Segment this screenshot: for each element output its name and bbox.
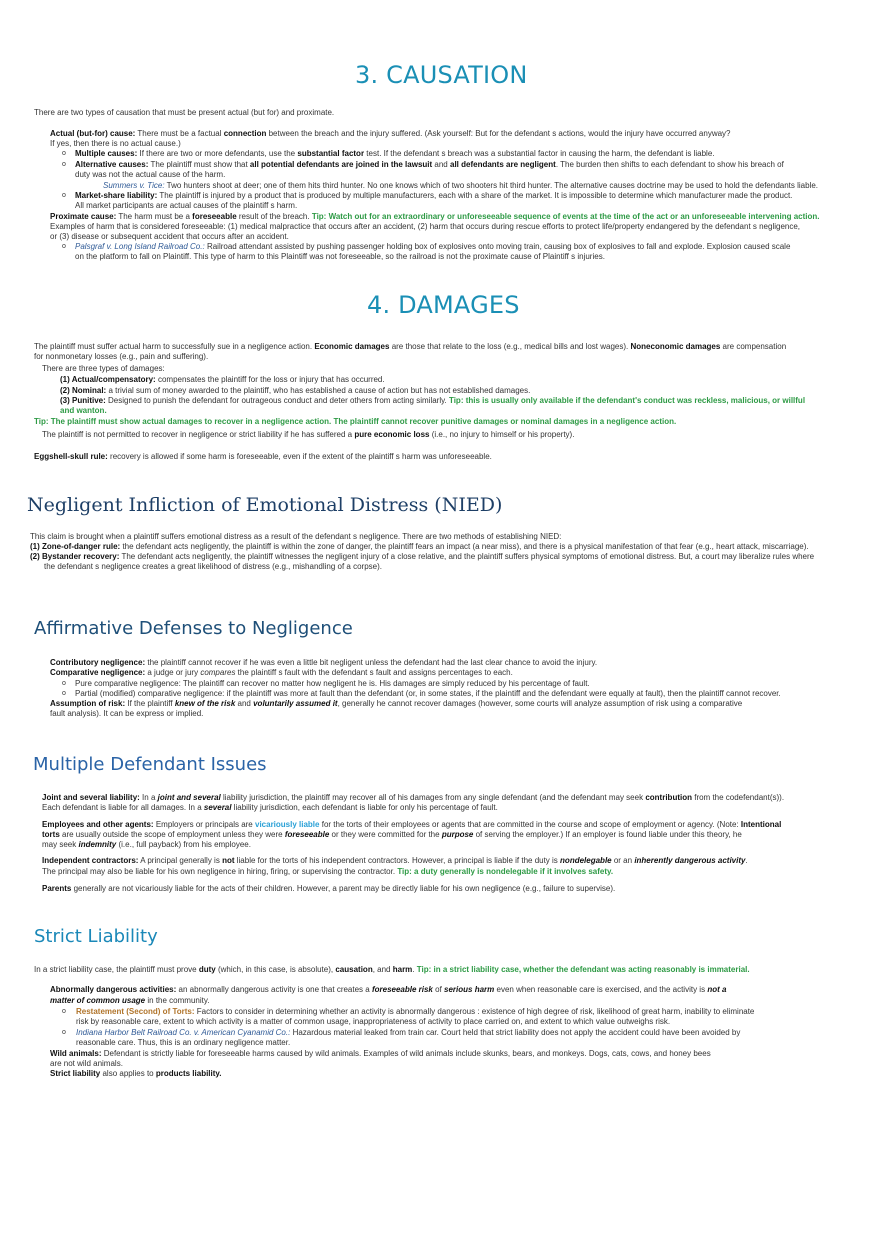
bullet-icon: o (62, 690, 66, 697)
alternative-causes: Alternative causes: The plaintiff must show that all potential defendants are joined in the lawsuit and all defendants are negligent. The burden then shifts to each defendant to show his breach of (75, 160, 784, 169)
nied-intro: This claim is brought when a plaintiff suffers emotional distress as a result of the defendant s negligence. There are two methods of establishing NIED: (30, 532, 562, 541)
pure-economic-loss: The plaintiff is not permitted to recover in negligence or strict liability if he has suffered a pure economic loss (i.e., no injury to himself or his property). (42, 430, 575, 439)
eggshell-rule: Eggshell-skull rule: recovery is allowed if some harm is foreseeable, even if the extent of the plaintiff s harm was unforeseeable. (34, 452, 492, 461)
bullet-icon: o (62, 1029, 66, 1036)
proximate-line3: or (3) disease or subsequent accident that occurs after an accident. (50, 232, 289, 241)
multiple-causes: Multiple causes: If there are two or more defendants, use the substantial factor test. If the defendant s breach was a substantial factor in causing the harm, the defendant is liable. (75, 149, 715, 158)
wild-animals: Wild animals: Defendant is strictly liable for foreseeable harms caused by wild animals. Examples of wild animals include skunks, bears, and monkeys. Dogs, cats, cows, and honey bees (50, 1049, 711, 1058)
employees-agents-line2: torts are usually outside the scope of employment unless they were foreseeable or they were committed for the purpose of serving the employer.) If an employer is found liable under this theory, he (42, 830, 742, 839)
market-share-line2: All market participants are actual causes of the plaintiff s harm. (75, 201, 298, 210)
damages-three-types: There are three types of damages: (42, 364, 165, 373)
strict-liability-heading: Strict Liability (34, 926, 158, 947)
bullet-icon: o (62, 243, 66, 250)
palsgraf-case: Palsgraf v. Long Island Railroad Co.: Railroad attendant assisted by pushing passenger holding box of explosives onto moving train, causing box of explosives to fall and explode. Explosion caused scale (75, 242, 791, 251)
assumption-of-risk-line2: fault analysis). It can be express or implied. (50, 709, 204, 718)
summers-case: Summers v. Tice: Two hunters shoot at deer; one of them hits third hunter. No one knows which of two shooters hit third hunter. The alternative causes doctrine may be used to hold the defendants liable. (103, 181, 819, 190)
parents: Parents generally are not vicariously liable for the acts of their children. However, a parent may be directly liable for his own negligence (e.g., failure to supervise). (42, 884, 616, 893)
nied-zone: (1) Zone-of-danger rule: the defendant acts negligently, the plaintiff is within the zone of danger, the plaintiff fears an impact (a near miss), and there is a physical manifestation of that fear (e.g., heart attack, miscarriage). (30, 542, 809, 551)
abnormally-dangerous: Abnormally dangerous activities: an abnormally dangerous activity is one that creates a foreseeable risk of serious harm even when reasonable care is exercised, and the activity is not a (50, 985, 727, 994)
joint-several-line2: Each defendant is liable for all damages. In a several liability jurisdiction, each defendant is liable for only his percentage of fault. (42, 803, 498, 812)
wild-animals-line2: are not wild animals. (50, 1059, 123, 1068)
damages-type-3: (3) Punitive: Designed to punish the defendant for outrageous conduct and deter others from acting similarly. Tip: this is usually only available if the defendant's conduct was reckless, malicious, or willful (60, 396, 806, 405)
proximate-cause: Proximate cause: The harm must be a foreseeable result of the breach. Tip: Watch out for an extraordinary or unforeseeable sequence of events at the time of the act or an unforeseeable intervening action. (50, 212, 820, 221)
damages-type-2: (2) Nominal: a trivial sum of money awarded to the plaintiff, who has established a cause of action but has not established damages. (60, 386, 531, 395)
abnormally-dangerous-line2: matter of common usage in the community. (50, 996, 210, 1005)
damages-type-1: (1) Actual/compensatory: compensates the plaintiff for the loss or injury that has occurred. (60, 375, 385, 384)
restatement-line2: risk by reasonable care, extent to which activity is a matter of common usage, inappropriateness of activity to place carried on, and extent to which value outweighs risk. (76, 1017, 671, 1026)
damages-type-3-line2: and wanton. (60, 406, 107, 415)
bullet-icon: o (62, 1008, 66, 1015)
partial-comparative: Partial (modified) comparative negligence: if the plaintiff was more at fault than the defendant (or, in some states, if the plaintiff and the defendant were equally at fault), then the plaintiff cannot recover. (75, 689, 781, 698)
strict-intro: In a strict liability case, the plaintiff must prove duty (which, in this case, is absolute), causation, and harm. Tip: in a strict liability case, whether the defendant was acting reasonably is immaterial. (34, 965, 750, 974)
nied-heading: Negligent Infliction of Emotional Distress (NIED) (27, 494, 503, 516)
causation-heading: 3. CAUSATION (355, 61, 528, 89)
independent-contractors: Independent contractors: A principal generally is not liable for the torts of his independent contractors. However, a principal is liable if the duty is nondelegable or an inherently dangerous activity. (42, 856, 748, 865)
actual-cause-line2: If yes, then there is no actual cause.) (50, 139, 181, 148)
indiana-harbor-line2: reasonable care. Thus, this is an ordinary negligence matter. (76, 1038, 291, 1047)
bullet-icon: o (62, 192, 66, 199)
assumption-of-risk: Assumption of risk: If the plaintiff knew of the risk and voluntarily assumed it, generally he cannot recover damages (however, some courts will analyze assumption of risk using a comparative (50, 699, 743, 708)
bullet-icon: o (62, 161, 66, 168)
causation-intro: There are two types of causation that must be present actual (but for) and proximate. (34, 108, 335, 117)
restatement: Restatement (Second) of Torts: Factors to consider in determining whether an activity is abnormally dangerous : existence of high degree of risk, likelihood of great harm, inability to eliminate (76, 1007, 755, 1016)
contributory-negligence: Contributory negligence: the plaintiff cannot recover if he was even a little bit negligent unless the defendant had the last clear chance to avoid the injury. (50, 658, 598, 667)
nied-bystander-line2: the defendant s negligence creates a great likelihood of distress (e.g., mishandling of a corpse). (44, 562, 382, 571)
bullet-icon: o (62, 150, 66, 157)
palsgraf-line2: on the platform to fall on Plaintiff. This type of harm to this Plaintiff was not foreseeable, so the railroad is not the proximate cause of Plaintiff s injuries. (75, 252, 605, 261)
joint-several: Joint and several liability: In a joint and several liability jurisdiction, the plaintiff may recover all of his damages from any single defendant (and the defendant may seek contribution from the codefendant(s)). (42, 793, 785, 802)
nied-bystander: (2) Bystander recovery: The defendant acts negligently, the plaintiff witnesses the negligent injury of a close relative, and the plaintiff suffers physical symptoms of emotional distress. But, a court may liberalize rules where (30, 552, 815, 561)
bullet-icon: o (62, 680, 66, 687)
actual-cause-line: Actual (but-for) cause: There must be a factual connection between the breach and the injury suffered. (Ask yourself: But for the defendant s actions, would the injury have occurred anyway? (50, 129, 731, 138)
independent-contractors-line2: The principal may also be liable for his own negligence in hiring, firing, or supervising the contractor. Tip: a duty generally is nondelegable if it involves safety. (42, 867, 614, 876)
employees-agents: Employees and other agents: Employers or principals are vicariously liable for the torts of their employees or agents that are committed in the course and scope of employment or agency. (Note: Intentional (42, 820, 782, 829)
damages-intro-line2: for nonmonetary losses (e.g., pain and suffering). (34, 352, 209, 361)
products-liability: Strict liability also applies to products liability. (50, 1069, 222, 1078)
damages-tip: Tip: The plaintiff must show actual damages to recover in a negligence action. The plaintiff cannot recover punitive damages or nominal damages in a negligence action. (34, 417, 677, 426)
damages-heading: 4. DAMAGES (367, 291, 520, 319)
proximate-line2: Examples of harm that is considered foreseeable: (1) medical malpractice that occurs after an accident, (2) harm that occurs during rescue efforts to protect life/property endangered by the defendant s negligence, (50, 222, 801, 231)
defenses-heading: Affirmative Defenses to Negligence (34, 618, 353, 639)
comparative-negligence: Comparative negligence: a judge or jury compares the plaintiff s fault with the defendant s fault and assigns percentages to each. (50, 668, 513, 677)
multiple-defendant-heading: Multiple Defendant Issues (33, 754, 267, 775)
alternative-causes-line2: duty was not the actual cause of the harm. (75, 170, 226, 179)
market-share: Market-share liability: The plaintiff is injured by a product that is produced by multiple manufacturers, each with a share of the market. It is impossible to determine which manufacturer made the product. (75, 191, 793, 200)
employees-agents-line3: may seek indemnity (i.e., full payback) from his employee. (42, 840, 251, 849)
damages-intro: The plaintiff must suffer actual harm to successfully sue in a negligence action. Economic damages are those that relate to the loss (e.g., medical bills and lost wages). Noneconomic damages are compensation (34, 342, 787, 351)
pure-comparative: Pure comparative negligence: The plaintiff can recover no matter how negligent he is. His damages are simply reduced by his percentage of fault. (75, 679, 590, 688)
indiana-harbor-case: Indiana Harbor Belt Railroad Co. v. American Cyanamid Co.: Hazardous material leaked from train car. Court held that strict liability does not apply the accident could have been avoided by (76, 1028, 741, 1037)
